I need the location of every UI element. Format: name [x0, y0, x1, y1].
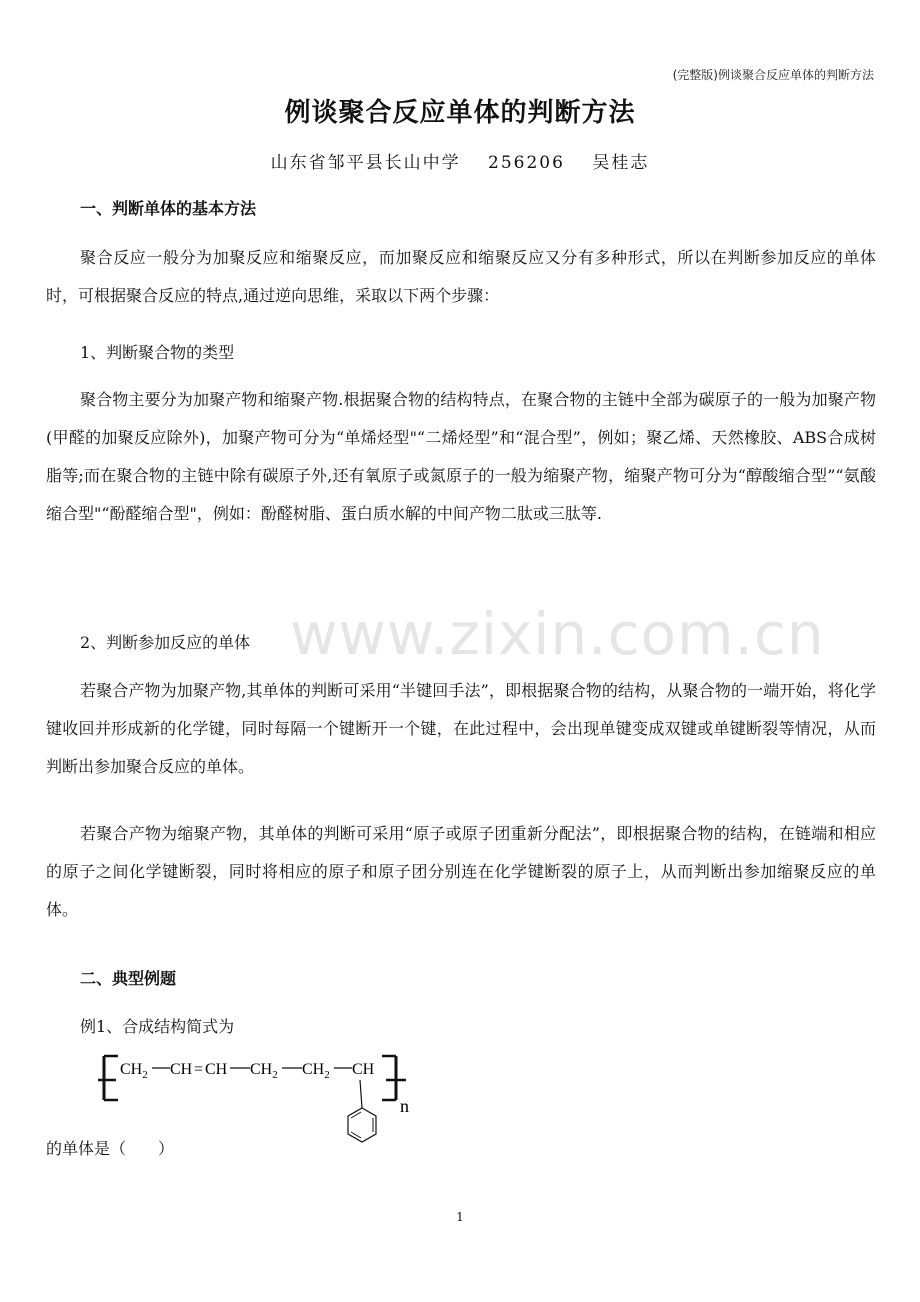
header-doc-name: (完整版)例谈聚合反应单体的判断方法	[672, 68, 874, 82]
group-ch2-5: $CH_2$	[302, 1061, 330, 1081]
group-ch2-1: $CH_2$	[120, 1061, 148, 1081]
section1-intro: 聚合反应一般分为加聚反应和缩聚反应，而加聚反应和缩聚反应又分有多种形式，所以在判断参加反应的单体时，可根据聚合反应的特点,通过逆向思维，采取以下两个步骤：	[46, 248, 876, 305]
section2-heading: 二、典型例题	[80, 969, 177, 988]
group-ch-6: CH	[352, 1061, 375, 1078]
author-postcode: 256206	[488, 153, 565, 173]
group-ch2-4: $CH_2$	[250, 1061, 278, 1081]
step2-paragraph-condensation: 若聚合产物为缩聚产物，其单体的判断可采用“原子或原子团重新分配法”，即根据聚合物的结构，在链端和相应的原子之间化学键断裂，同时将相应的原子和原子团分别连在化学键断裂的原子上，从而判断出参加缩聚反应的单体。	[46, 824, 876, 919]
page-title: 例谈聚合反应单体的判断方法	[284, 98, 636, 128]
example1-question: 的单体是（ ）	[46, 1139, 175, 1158]
author-name: 吴桂志	[592, 153, 650, 173]
page-number: 1	[456, 1210, 464, 1224]
group-ch-2: CH	[170, 1061, 193, 1078]
author-line	[0, 148, 920, 173]
step1-paragraph: 聚合物主要分为加聚产物和缩聚产物.根据聚合物的结构特点，在聚合物的主链中全部为碳原子的一般为加聚产物(甲醛的加聚反应除外)，加聚产物可分为“单烯烃型"“二烯烃型”和“混合型”，例如；聚乙烯、天然橡胶、ABS合成树脂等;而在聚合物的主链中除有碳原子外,还有氧原子或氮原子的一般为缩聚产物，缩聚产物可分为“醇酸缩合型”“氨酸缩合型"“酚醛缩合型"，例如：酚醛树脂、蛋白质水解的中间产物二肽或三肽等.	[46, 390, 876, 523]
group-ch-3: CH	[205, 1061, 228, 1078]
step2-paragraph-addition: 若聚合产物为加聚产物,其单体的判断可采用“半键回手法”，即根据聚合物的结构，从聚合物的一端开始，将化学键收回并形成新的化学键，同时每隔一个键断开一个键，在此过程中，会出现单键变成双键或单键断裂等情况，从而判断出参加聚合反应的单体。	[46, 681, 876, 776]
example1-intro: 例1、合成结构简式为	[80, 1017, 235, 1036]
step2-heading: 2、判断参加反应的单体	[80, 633, 251, 652]
double-bond: =	[194, 1061, 204, 1078]
phenyl-bond	[360, 1080, 362, 1108]
repeat-n: n	[400, 1096, 409, 1116]
step1-heading: 1、判断聚合物的类型	[80, 343, 235, 362]
author-school: 山东省邹平县长山中学	[270, 153, 461, 173]
section1-heading: 一、判断单体的基本方法	[80, 199, 257, 218]
benzene-ring	[348, 1108, 376, 1142]
watermark: www.zixin.com.cn	[290, 600, 825, 668]
